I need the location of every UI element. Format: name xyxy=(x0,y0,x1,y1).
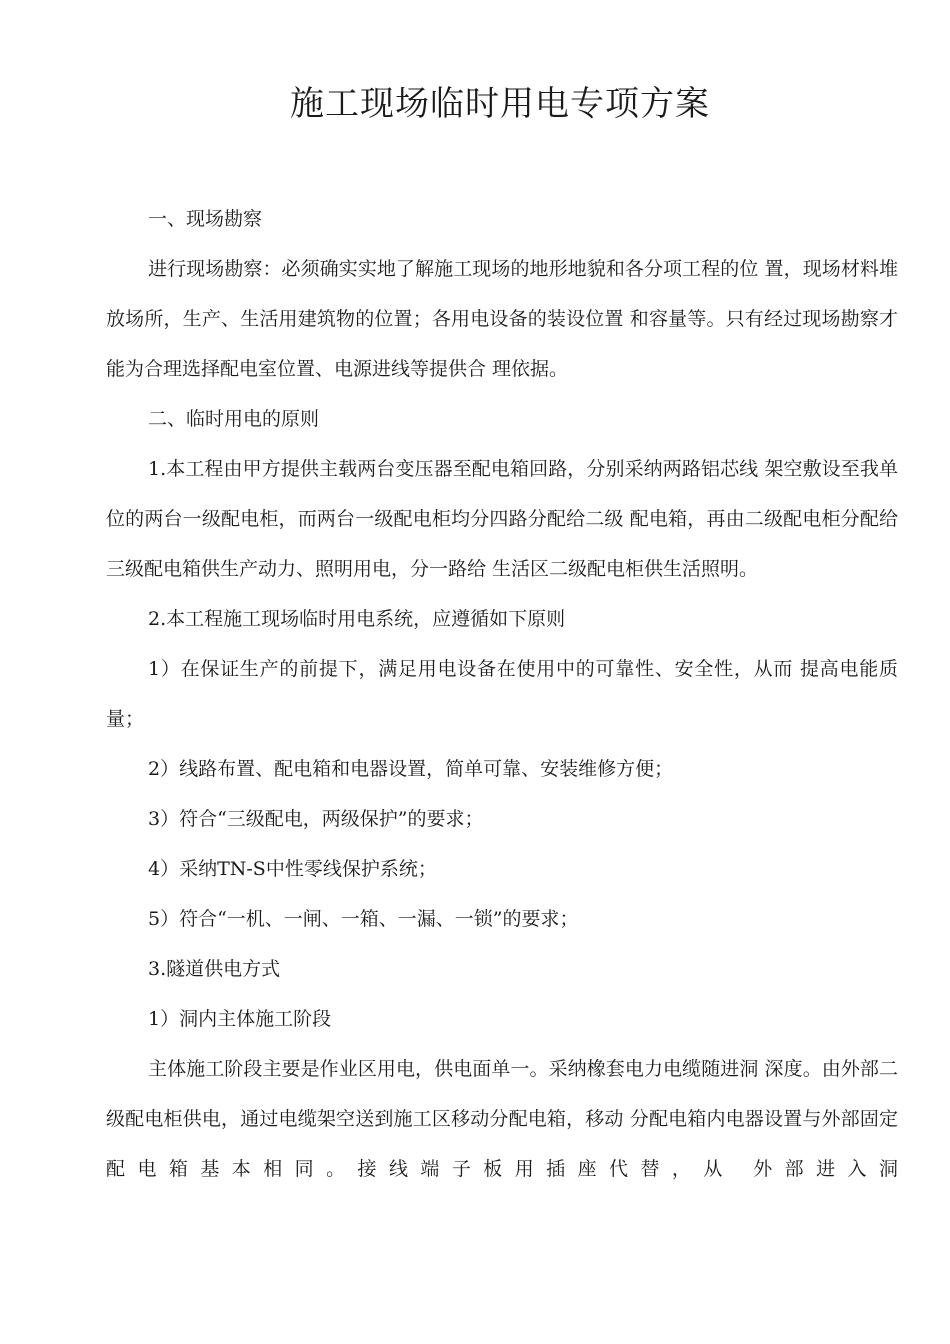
paragraph-main-construction: 主体施工阶段主要是作业区用电，供电面单一。采纳橡套电力电缆随进洞 深度。由外部二级配电柜供电，通过电缆架空送到施工区移动分配电箱，移动 分配电箱内电器设置与外部固定配电箱基本相同。接线端子板用插座代替，从 外部进入洞 xyxy=(106,1058,898,1180)
document-title: 施工现场临时用电专项方案 xyxy=(290,84,710,124)
paragraph-site-survey: 进行现场勘察：必须确实实地了解施工现场的地形地貌和各分项工程的位 置，现场材料堆放场所，生产、生活用建筑物的位置；各用电设备的装设位置 和容量等。只有经过现场勘察才能为合理选择配电室位置、电源进线等提供合 理依据。 xyxy=(106,258,898,380)
list-item-1: 1）在保证生产的前提下，满足用电设备在使用中的可靠性、安全性，从而 提高电能质量； xyxy=(106,658,898,730)
section-heading-site-survey: 一、现场勘察 xyxy=(148,208,263,230)
paragraph-power-supply: 1.本工程由甲方提供主载两台变压器至配电箱回路，分别采纳两路铝芯线 架空敷设至我单位的两台一级配电柜，而两台一级配电柜均分四路分配给二级 配电箱，再由二级配电柜分配给三级配电箱供生产动力、照明用电，分一路给 生活区二级配电柜供生活照明。 xyxy=(106,458,898,580)
list-item-3: 3）符合“三级配电，两级保护”的要求； xyxy=(148,808,484,830)
list-item-2: 2）线路布置、配电箱和电器设置，简单可靠、安装维修方便； xyxy=(148,758,674,780)
list-item-4: 4）采纳TN-S中性零线保护系统； xyxy=(148,858,437,880)
document-body xyxy=(106,194,898,1194)
list-item-5: 5）符合“一机、一闸、一箱、一漏、一锁”的要求； xyxy=(148,908,579,930)
section-heading-principles: 二、临时用电的原则 xyxy=(148,408,320,430)
paragraph-tunnel-supply-heading: 3.隧道供电方式 xyxy=(148,958,281,980)
paragraph-system-principles: 2.本工程施工现场临时用电系统，应遵循如下原则 xyxy=(148,608,566,630)
paragraph-main-construction-heading: 1）洞内主体施工阶段 xyxy=(148,1008,332,1030)
